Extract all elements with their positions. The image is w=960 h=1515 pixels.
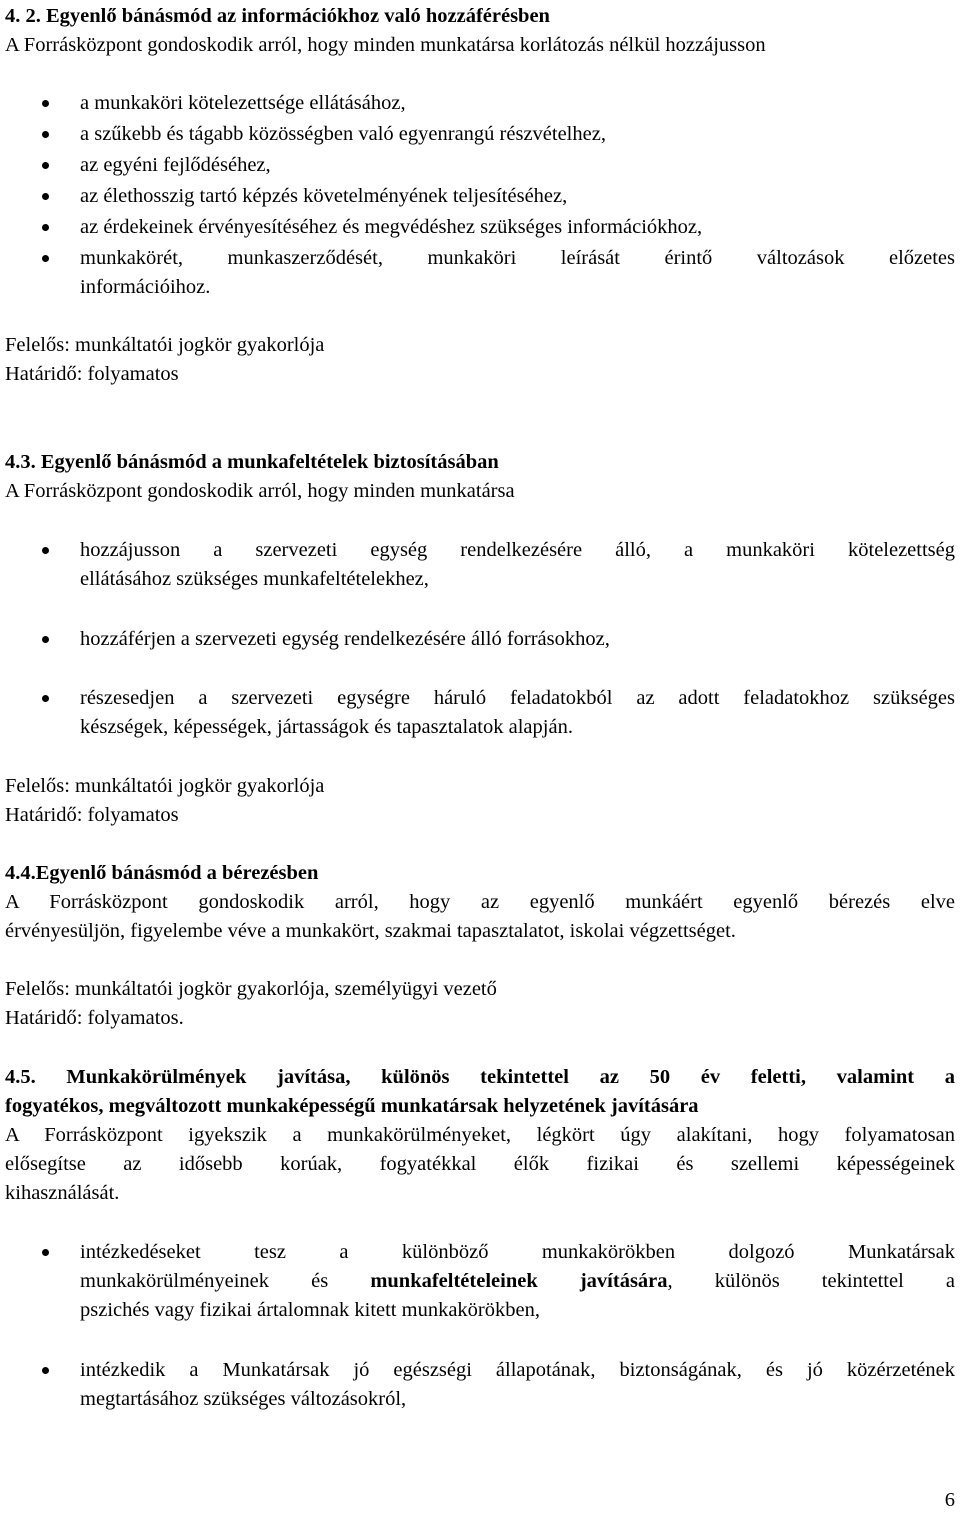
bullet-icon: [42, 695, 49, 702]
list-item: a szűkebb és tágabb közösségben való egyenrangú részvételhez,: [80, 120, 955, 149]
responsible-line: Felelős: munkáltatói jogkör gyakorlója, személyügyi vezető: [5, 978, 497, 1000]
section-4-4-paragraph-line: A Forrásközpont gondoskodik arról, hogy az egyenlő munkáért egyenlő bérezés elve: [5, 891, 955, 913]
section-4-5-heading: 4.5. Munkakörülmények javítása, különös tekintettel az 50 év feletti, valamint a: [5, 1066, 955, 1088]
bullet-icon: [42, 547, 49, 554]
section-4-2-heading: 4. 2. Egyenlő bánásmód az információkhoz való hozzáférésben: [5, 5, 550, 27]
deadline-line: Határidő: folyamatos: [5, 804, 179, 826]
list-item: az élethosszig tartó képzés követelményének teljesítéséhez,: [80, 182, 955, 211]
list-item: intézkedik a Munkatársak jó egészségi állapotának, biztonságának, és jó közérzetének megtartásához szükséges változásokról,: [80, 1356, 955, 1414]
bullet-icon: [42, 1367, 49, 1374]
section-4-4-paragraph-line: érvényesüljön, figyelembe véve a munkakört, szakmai tapasztalatot, iskolai végzettséget.: [5, 920, 736, 942]
responsible-line: Felelős: munkáltatói jogkör gyakorlója: [5, 334, 325, 356]
bullet-icon: [42, 636, 49, 643]
bullet-icon: [42, 193, 49, 200]
section-4-5-heading: fogyatékos, megváltozott munkaképességű munkatársak helyzetének javítására: [5, 1095, 699, 1117]
section-4-4-heading: 4.4.Egyenlő bánásmód a bérezésben: [5, 862, 319, 884]
deadline-line: Határidő: folyamatos.: [5, 1007, 184, 1029]
list-item: hozzájusson a szervezeti egység rendelkezésére álló, a munkaköri kötelezettség ellátásához szükséges munkafeltételekhez,: [80, 536, 955, 594]
bullet-icon: [42, 224, 49, 231]
bullet-icon: [42, 162, 49, 169]
list-item: hozzáférjen a szervezeti egység rendelkezésére álló forrásokhoz,: [80, 625, 955, 654]
list-item: az érdekeinek érvényesítéséhez és megvédéshez szükséges információkhoz,: [80, 213, 955, 242]
list-item: a munkaköri kötelezettsége ellátásához,: [80, 89, 955, 118]
section-4-2-intro: A Forrásközpont gondoskodik arról, hogy minden munkatársa korlátozás nélkül hozzájusson: [5, 34, 766, 56]
responsible-line: Felelős: munkáltatói jogkör gyakorlója: [5, 775, 325, 797]
section-4-5-paragraph-line: kihasználását.: [5, 1182, 120, 1204]
section-4-5-paragraph-line: elősegítse az idősebb korúak, fogyatékkal élők fizikai és szellemi képességeinek: [5, 1153, 955, 1175]
deadline-line: Határidő: folyamatos: [5, 363, 179, 385]
bullet-icon: [42, 1249, 49, 1256]
bullet-icon: [42, 131, 49, 138]
bullet-icon: [42, 255, 49, 262]
section-4-3-heading: 4.3. Egyenlő bánásmód a munkafeltételek biztosításában: [5, 451, 499, 473]
section-4-5-paragraph-line: A Forrásközpont igyekszik a munkakörülményeket, légkört úgy alakítani, hogy folyamatosan: [5, 1124, 955, 1146]
list-item: az egyéni fejlődéséhez,: [80, 151, 955, 180]
list-item: munkakörét, munkaszerződését, munkaköri leírását érintő változások előzetes információihoz.: [80, 244, 955, 302]
list-item: részesedjen a szervezeti egységre háruló feladatokból az adott feladatokhoz szükséges készségek, képességek, jártasságok és tapasztalatok alapján.: [80, 684, 955, 742]
list-item: intézkedéseket tesz a különböző munkakörökben dolgozó Munkatársak munkakörülményeinek és munkafeltételeinek javítására, különös tekintettel a pszichés vagy fizikai ártalomnak kitett munkakörökben,: [80, 1238, 955, 1325]
section-4-3-intro: A Forrásközpont gondoskodik arról, hogy minden munkatársa: [5, 480, 515, 502]
bullet-icon: [42, 100, 49, 107]
page-number: 6: [944, 1489, 955, 1511]
